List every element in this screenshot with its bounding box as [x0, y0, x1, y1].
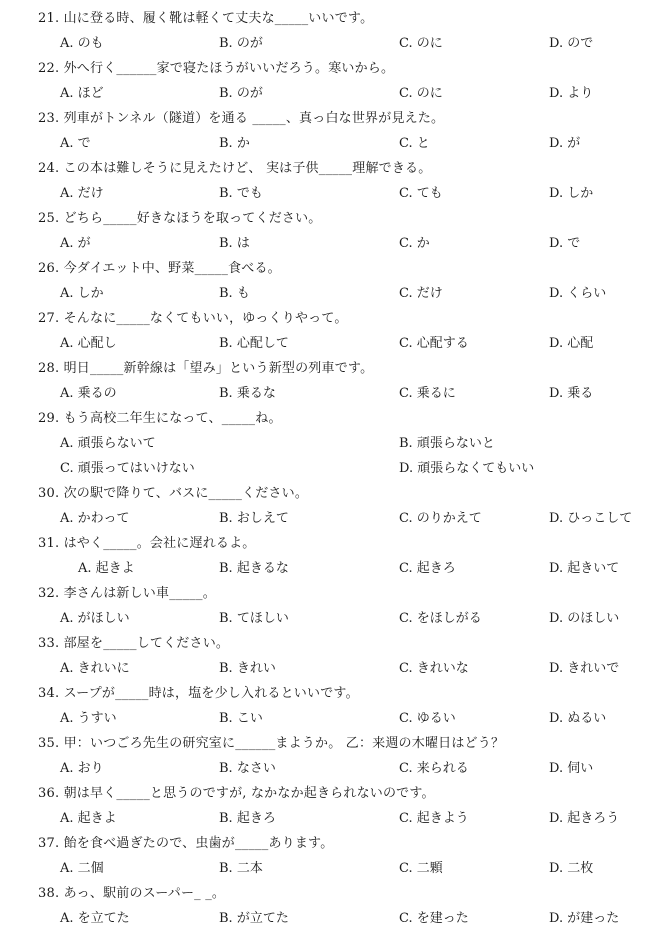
option-c[interactable]: C. 二顆 [399, 861, 443, 876]
question-stem: 31. はやく_____。会社に遅れるよ。 [38, 536, 256, 551]
question-stem: 27. そんなに_____なくてもいい，ゆっくりやって。 [38, 311, 348, 326]
option-a[interactable]: A. 頑張らないて [60, 436, 156, 451]
option-a[interactable]: A. が [60, 236, 91, 251]
question-stem: 23. 列車がトンネル（隧道）を通る _____、真っ白な世界が見えた。 [38, 111, 445, 126]
option-a[interactable]: A. がほしい [60, 611, 130, 626]
question-22 [0, 56, 664, 106]
option-d[interactable]: D. 心配 [549, 336, 594, 351]
option-a[interactable]: A. 二個 [60, 861, 104, 876]
option-b[interactable]: B. 二本 [219, 861, 263, 876]
option-d[interactable]: D. 伺い [549, 761, 594, 776]
option-b[interactable]: B. てほしい [219, 611, 289, 626]
question-stem: 26. 今ダイエット中、野菜_____食べる。 [38, 261, 281, 276]
question-28 [0, 356, 664, 406]
option-a[interactable]: A. で [60, 136, 91, 151]
question-stem: 29. もう高校二年生になって、_____ね。 [38, 411, 282, 426]
question-stem: 24. この本は難しそうに見えたけど、 実は子供_____理解できる。 [38, 161, 432, 176]
option-row [0, 381, 664, 406]
option-d[interactable]: D. で [549, 236, 581, 251]
option-b[interactable]: B. 乗るな [219, 386, 276, 401]
question-stem: 25. どちら_____好きなほうを取ってください。 [38, 211, 322, 226]
option-c[interactable]: C. と [399, 136, 430, 151]
question-stem: 38. あっ、駅前のスーパー_ _。 [38, 886, 226, 901]
option-b[interactable]: B. おしえて [219, 511, 289, 526]
option-c[interactable]: C. のに [399, 36, 443, 51]
question-stem: 33. 部屋を_____してください。 [38, 636, 230, 651]
option-row [0, 906, 664, 931]
option-c[interactable]: C. 来られる [399, 761, 469, 776]
option-row [0, 31, 664, 56]
option-a[interactable]: A. ほど [60, 86, 104, 101]
option-c[interactable]: C. 心配する [399, 336, 469, 351]
option-row [0, 281, 664, 306]
exam-page [0, 6, 664, 931]
option-a[interactable]: A. しか [60, 286, 104, 301]
question-36 [0, 781, 664, 831]
option-a[interactable]: A. のも [60, 36, 104, 51]
option-a[interactable]: A. きれいに [60, 661, 130, 676]
option-b[interactable]: B. 起きろ [219, 811, 276, 826]
option-a[interactable]: A. 起きよ [78, 561, 135, 576]
question-35 [0, 731, 664, 781]
option-d[interactable]: D. のほしい [549, 611, 620, 626]
question-stem: 21. 山に登る時、履く靴は軽くて丈夫な_____いいです。 [38, 11, 374, 26]
question-32 [0, 581, 664, 631]
question-stem: 34. スープが_____時は，塩を少し入れるといいです。 [38, 686, 359, 701]
option-d[interactable]: D. しか [549, 186, 594, 201]
option-c[interactable]: C. のりかえて [399, 511, 482, 526]
option-c[interactable]: C. をほしがる [399, 611, 482, 626]
question-stem: 22. 外へ行く______家で寝たほうがいいだろう。寒いから。 [38, 61, 395, 76]
question-31 [0, 531, 664, 581]
option-row [0, 331, 664, 356]
option-c[interactable]: C. 頑張ってはいけない [60, 461, 195, 476]
option-b[interactable]: B. 起きるな [219, 561, 289, 576]
option-a[interactable]: A. 起きよ [60, 811, 117, 826]
option-a[interactable]: A. うすい [60, 711, 117, 726]
option-c[interactable]: C. だけ [399, 286, 443, 301]
option-b[interactable]: B. なさい [219, 761, 276, 776]
option-d[interactable]: D. が建った [549, 911, 620, 926]
option-d[interactable]: D. ぬるい [549, 711, 607, 726]
option-row [0, 81, 664, 106]
option-d[interactable]: D. 頑張らなくてもいい [399, 461, 535, 476]
option-a[interactable]: A. だけ [60, 186, 104, 201]
option-a[interactable]: A. おり [60, 761, 104, 776]
option-b[interactable]: B. こい [219, 711, 263, 726]
option-d[interactable]: D. ので [549, 36, 594, 51]
question-stem: 32. 李さんは新しい車_____。 [38, 586, 216, 601]
question-23 [0, 106, 664, 156]
option-d[interactable]: D. ひっこして [549, 511, 633, 526]
option-c[interactable]: C. ても [399, 186, 443, 201]
option-c[interactable]: C. か [399, 236, 430, 251]
option-row [0, 556, 664, 581]
option-b[interactable]: B. きれい [219, 661, 276, 676]
option-b[interactable]: B. か [219, 136, 250, 151]
option-b[interactable]: B. が立てた [219, 911, 289, 926]
option-row [0, 856, 664, 881]
option-a[interactable]: A. を立てた [60, 911, 130, 926]
option-d[interactable]: D. 起きろう [549, 811, 620, 826]
question-24 [0, 156, 664, 206]
option-c[interactable]: C. のに [399, 86, 443, 101]
option-c[interactable]: C. きれいな [399, 661, 469, 676]
question-38 [0, 881, 664, 931]
option-row [0, 181, 664, 206]
option-row [0, 431, 664, 456]
option-b[interactable]: B. は [219, 236, 250, 251]
option-c[interactable]: C. 乗るに [399, 386, 456, 401]
option-c[interactable]: C. ゆるい [399, 711, 456, 726]
option-a[interactable]: A. かわって [60, 511, 130, 526]
option-row [0, 756, 664, 781]
option-c[interactable]: C. を建った [399, 911, 469, 926]
option-row [0, 506, 664, 531]
question-stem: 30. 次の駅で降りて、バスに_____ください。 [38, 486, 309, 501]
option-b[interactable]: B. のが [219, 36, 263, 51]
question-stem: 36. 朝は早く_____と思うのですが, なかなか起きられないのです。 [38, 786, 435, 801]
option-row [0, 231, 664, 256]
question-34 [0, 681, 664, 731]
question-37 [0, 831, 664, 881]
option-b[interactable]: B. でも [219, 186, 263, 201]
option-d[interactable]: D. が [549, 136, 581, 151]
option-row [0, 656, 664, 681]
question-29 [0, 406, 664, 481]
option-d[interactable]: D. 起きいて [549, 561, 620, 576]
question-stem: 28. 明日_____新幹線は「望み」という新型の列車です。 [38, 361, 374, 376]
option-d[interactable]: D. 二枚 [549, 861, 594, 876]
option-d[interactable]: D. より [549, 86, 594, 101]
option-d[interactable]: D. くらい [549, 286, 607, 301]
question-33 [0, 631, 664, 681]
question-30 [0, 481, 664, 531]
option-row [0, 806, 664, 831]
option-b[interactable]: B. も [219, 286, 250, 301]
question-stem: 35. 甲：いつごろ先生の研究室に______まようか。 乙：来週の木曜日はどう？ [38, 736, 505, 751]
option-a[interactable]: A. 乗るの [60, 386, 117, 401]
option-c[interactable]: C. 起きろ [399, 561, 456, 576]
option-b[interactable]: B. 頑張らないと [399, 436, 495, 451]
question-21 [0, 6, 664, 56]
option-d[interactable]: D. 乗る [549, 386, 594, 401]
question-27 [0, 306, 664, 356]
option-row [0, 131, 664, 156]
option-a[interactable]: A. 心配し [60, 336, 117, 351]
option-c[interactable]: C. 起きよう [399, 811, 469, 826]
question-stem: 37. 飴を食べ過ぎたので、虫歯が_____あります。 [38, 836, 334, 851]
question-25 [0, 206, 664, 256]
option-b[interactable]: B. のが [219, 86, 263, 101]
question-26 [0, 256, 664, 306]
option-d[interactable]: D. きれいで [549, 661, 620, 676]
option-row [0, 456, 664, 481]
option-row [0, 606, 664, 631]
option-row [0, 706, 664, 731]
option-b[interactable]: B. 心配して [219, 336, 289, 351]
